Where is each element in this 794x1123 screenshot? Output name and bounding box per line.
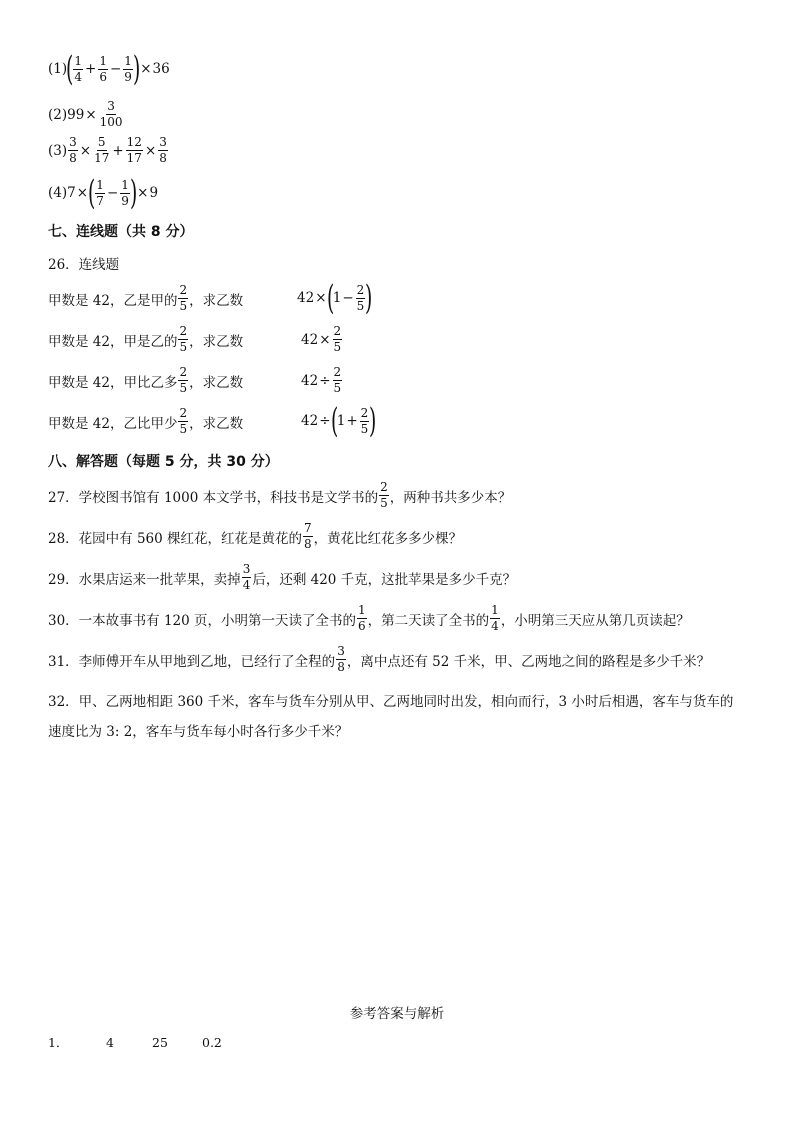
calc-problem-1 xyxy=(48,49,170,89)
fraction: $\frac{2}{5}$ xyxy=(179,365,188,395)
problem-label: (3) xyxy=(48,142,68,159)
matching-option-4[interactable]: 42 ÷ ( 1 + $\frac{2}{5}$ ) xyxy=(301,401,377,441)
matching-row-3: 甲数是 42，甲比乙多 $\frac{2}{5}$ ，求乙数 xyxy=(48,365,244,395)
fraction: $\frac{2}{5}$ xyxy=(360,405,369,436)
minus-sign: − xyxy=(109,61,122,77)
fraction: $\frac{1}{4}$ xyxy=(74,53,83,84)
question-26: 26．连线题 xyxy=(48,257,120,273)
answer-row-1 xyxy=(48,1033,222,1051)
fraction: $\frac{3}{8}$ xyxy=(337,644,345,674)
operand: 7 xyxy=(67,185,76,201)
problem-label: (1) xyxy=(48,61,68,77)
calc-problem-3 xyxy=(48,136,169,165)
fraction: $\frac{2}{5}$ xyxy=(380,480,388,510)
multiplier: 36 xyxy=(152,61,170,77)
matching-row-2: 甲数是 42，甲是乙的 $\frac{2}{5}$ ，求乙数 xyxy=(48,324,244,354)
fraction: $\frac{1}{6}$ xyxy=(358,603,366,633)
question-32-line-2: 速度比为 3: 2，客车与货车每小时各行多少千米？ xyxy=(48,724,349,740)
question-30: 30．一本故事书有 120 页，小明第一天读了全书的 $\frac{1}{6}$ ，第二天读了全书的 $\frac{1}{4}$ ，小明第三天应从第几页读起？ xyxy=(48,603,690,633)
fraction: $\frac{5}{17}$ xyxy=(94,135,110,165)
right-paren: ) xyxy=(132,49,141,89)
times-sign: × xyxy=(144,142,157,159)
multiplier: 9 xyxy=(149,185,159,201)
section8-heading: 八、解答题（每题 5 分，共 30 分） xyxy=(48,454,279,470)
calc-problem-2 xyxy=(48,100,125,129)
operand: 99 xyxy=(67,106,85,123)
fraction: $\frac{2}{5}$ xyxy=(179,406,188,436)
fraction: $\frac{3}{100}$ xyxy=(99,99,123,129)
question-32-line-1: 32．甲、乙两地相距 360 千米，客车与货车分别从甲、乙两地同时出发，相向而行，3 小时后相遇，客车与货车的 xyxy=(48,694,734,710)
answer-value: 0.2 xyxy=(202,1034,222,1050)
fraction: $\frac{7}{8}$ xyxy=(304,521,312,551)
left-paren: ( xyxy=(88,173,96,213)
fraction: $\frac{12}{17}$ xyxy=(126,135,142,165)
fraction: $\frac{3}{4}$ xyxy=(242,562,251,592)
fraction: $\frac{2}{5}$ xyxy=(333,324,342,354)
left-paren: ( xyxy=(66,49,74,89)
times-sign: × xyxy=(79,142,92,159)
times-sign: × xyxy=(137,185,149,201)
fraction: $\frac{1}{4}$ xyxy=(491,603,499,633)
plus-sign: + xyxy=(112,142,124,159)
times-sign: × xyxy=(76,185,89,201)
answer-label: 1． xyxy=(48,1035,69,1050)
fraction: $\frac{2}{5}$ xyxy=(179,283,188,313)
fraction: $\frac{1}{7}$ xyxy=(96,177,104,208)
problem-label: (2) xyxy=(48,106,68,123)
matching-option-1[interactable]: 42 × ( 1 − $\frac{2}{5}$ ) xyxy=(297,278,373,318)
fraction: $\frac{2}{5}$ xyxy=(179,324,188,354)
matching-row-4: 甲数是 42，乙比甲少 $\frac{2}{5}$ ，求乙数 xyxy=(48,406,244,436)
times-sign: × xyxy=(85,106,97,123)
answer-value: 25 xyxy=(152,1034,168,1050)
plus-sign: + xyxy=(85,61,97,77)
fraction: $\frac{2}{5}$ xyxy=(333,365,342,395)
fraction: $\frac{1}{9}$ xyxy=(121,177,129,208)
matching-option-3[interactable]: 42 ÷ $\frac{2}{5}$ xyxy=(301,365,342,395)
question-31: 31．李师傅开车从甲地到乙地，已经行了全程的 $\frac{3}{8}$ ，离中点还有 52 千米，甲、乙两地之间的路程是多少千米？ xyxy=(48,644,711,674)
fraction: $\frac{3}{8}$ xyxy=(159,135,167,165)
question-29: 29．水果店运来一批苹果，卖掉 $\frac{3}{4}$ 后，还剩 420 千克，这批苹果是多少千克？ xyxy=(48,562,517,592)
calc-problem-4 xyxy=(48,173,159,213)
fraction: $\frac{3}{8}$ xyxy=(69,135,77,165)
matching-option-2[interactable]: 42 × $\frac{2}{5}$ xyxy=(301,324,342,354)
fraction: $\frac{1}{9}$ xyxy=(124,53,132,84)
fraction: $\frac{2}{5}$ xyxy=(356,282,365,313)
fraction: $\frac{1}{6}$ xyxy=(99,53,107,84)
answers-title: 参考答案与解析 xyxy=(349,1006,445,1022)
answer-value: 4 xyxy=(106,1034,114,1050)
right-paren: ) xyxy=(129,173,138,213)
matching-row-1: 甲数是 42，乙是甲的 $\frac{2}{5}$ ，求乙数 xyxy=(48,283,244,313)
section7-heading: 七、连线题（共 8 分） xyxy=(48,224,194,240)
question-28: 28．花园中有 560 棵红花，红花是黄花的 $\frac{7}{8}$ ，黄花比红花多多少棵？ xyxy=(48,521,463,551)
times-sign: × xyxy=(140,61,152,77)
problem-label: (4) xyxy=(48,185,68,201)
question-27: 27．学校图书馆有 1000 本文学书，科技书是文学书的 $\frac{2}{5}$ ，两种书共多少本？ xyxy=(48,480,512,510)
minus-sign: − xyxy=(106,185,119,201)
